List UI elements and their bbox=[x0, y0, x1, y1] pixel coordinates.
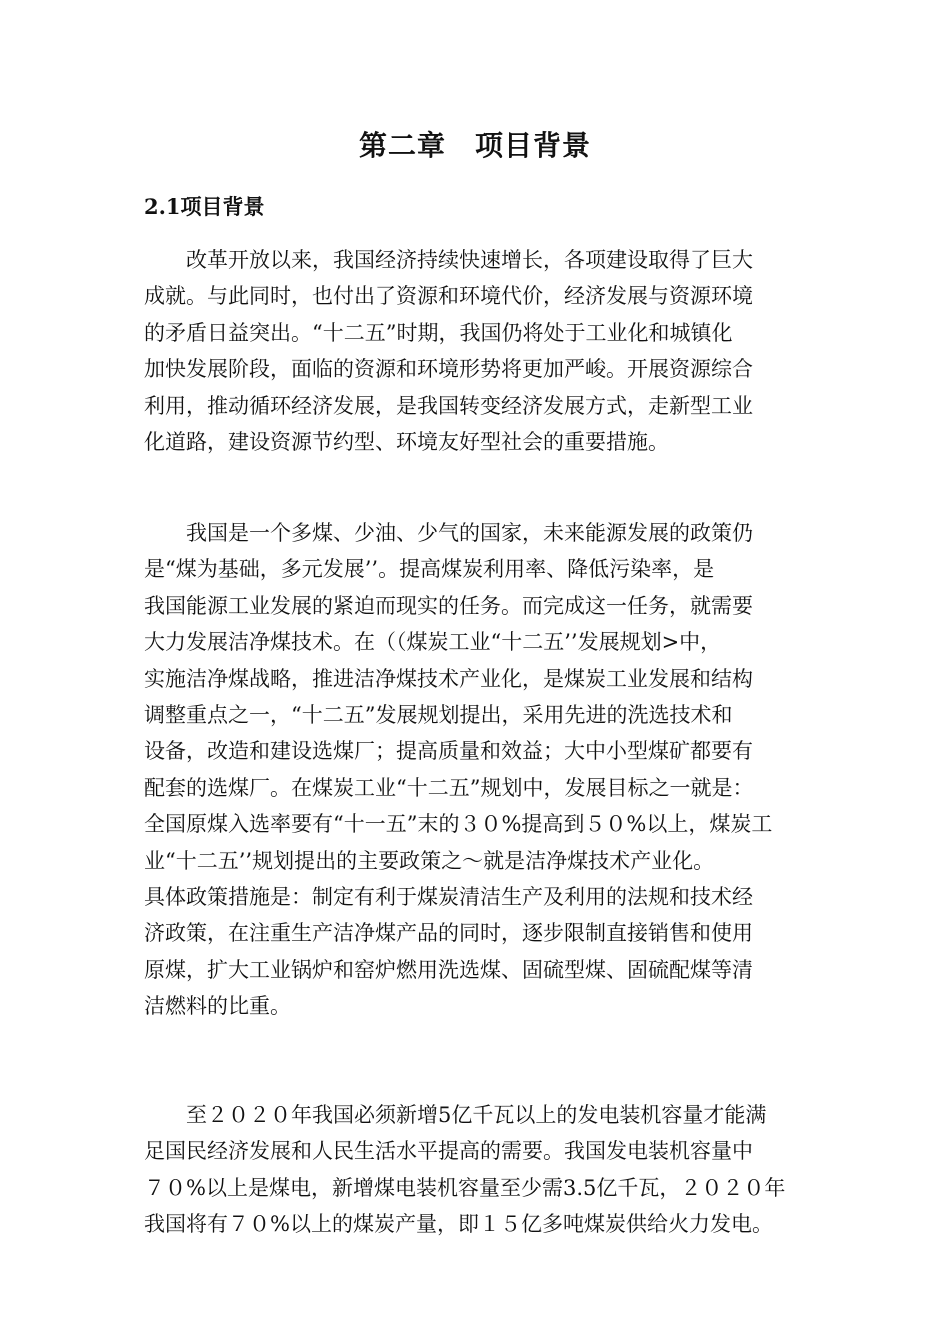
paragraph-line: 实施洁净煤战略，推进洁净煤技术产业化，是煤炭工业发展和结构 bbox=[144, 666, 753, 691]
paragraph-line: 至２０２０年我国必须新增5亿千瓦以上的发电装机容量才能满 bbox=[186, 1103, 767, 1127]
paragraph-line: 大力发展洁净煤技术。在（（煤炭工业“十二五’’发展规划>中， bbox=[144, 630, 722, 655]
paragraph-coal-policy bbox=[144, 515, 804, 1024]
paragraph-reform-background bbox=[144, 242, 804, 460]
paragraph-power-capacity bbox=[144, 1097, 804, 1243]
paragraph-line: 利用，推动循环经济发展，是我国转变经济发展方式，走新型工业 bbox=[144, 393, 753, 418]
paragraph-line: 是“煤为基础，多元发展’’。提高煤炭利用率、降低污染率，是 bbox=[144, 557, 715, 582]
paragraph-line: 的矛盾日益突出。“十二五”时期，我国仍将处于工业化和城镇化 bbox=[144, 320, 733, 345]
paragraph-line: 我国是一个多煤、少油、少气的国家，未来能源发展的政策仍 bbox=[186, 521, 753, 545]
paragraph-line: 足国民经济发展和人民生活水平提高的需要。我国发电装机容量中 bbox=[144, 1139, 753, 1164]
chapter-title: 第二章 项目背景 bbox=[358, 129, 591, 162]
paragraph-line: ７０%以上是煤电，新增煤电装机容量至少需3.5亿千瓦，２０２０年 bbox=[144, 1175, 786, 1200]
paragraph-line: 原煤，扩大工业锅炉和窑炉燃用洗选煤、固硫型煤、固硫配煤等清 bbox=[144, 957, 753, 982]
paragraph-line: 加快发展阶段，面临的资源和环境形势将更加严峻。开展资源综合 bbox=[144, 357, 753, 382]
paragraph-line: 洁燃料的比重。 bbox=[144, 994, 291, 1019]
paragraph-line: 具体政策措施是：制定有利于煤炭清洁生产及利用的法规和技术经 bbox=[144, 884, 753, 909]
paragraph-line: 配套的选煤厂。在煤炭工业“十二五”规划中，发展目标之一就是： bbox=[144, 775, 754, 800]
paragraph-line: 成就。与此同时，也付出了资源和环境代价，经济发展与资源环境 bbox=[144, 284, 753, 309]
paragraph-line: 业“十二五’’规划提出的主要政策之～就是洁净煤技术产业化。 bbox=[144, 848, 715, 873]
paragraph-line: 化道路，建设资源节约型、环境友好型社会的重要措施。 bbox=[144, 429, 669, 454]
paragraph-line: 设备，改造和建设选煤厂；提高质量和效益；大中小型煤矿都要有 bbox=[144, 739, 753, 764]
paragraph-line: 济政策，在注重生产洁净煤产品的同时，逐步限制直接销售和使用 bbox=[144, 921, 753, 946]
paragraph-line: 全国原煤入选率要有“十一五”末的３０%提高到５０%以上，煤炭工 bbox=[144, 812, 773, 837]
paragraph-line: 调整重点之一，“十二五”发展规划提出，采用先进的洗选技术和 bbox=[144, 702, 733, 727]
paragraph-line: 我国将有７０%以上的煤炭产量，即１５亿多吨煤炭供给火力发电。 bbox=[144, 1212, 773, 1237]
paragraph-line: 改革开放以来，我国经济持续快速增长，各项建设取得了巨大 bbox=[186, 248, 753, 272]
paragraph-line: 我国能源工业发展的紧迫而现实的任务。而完成这一任务，就需要 bbox=[144, 593, 753, 618]
section-heading: 2.1项目背景 bbox=[144, 194, 265, 219]
